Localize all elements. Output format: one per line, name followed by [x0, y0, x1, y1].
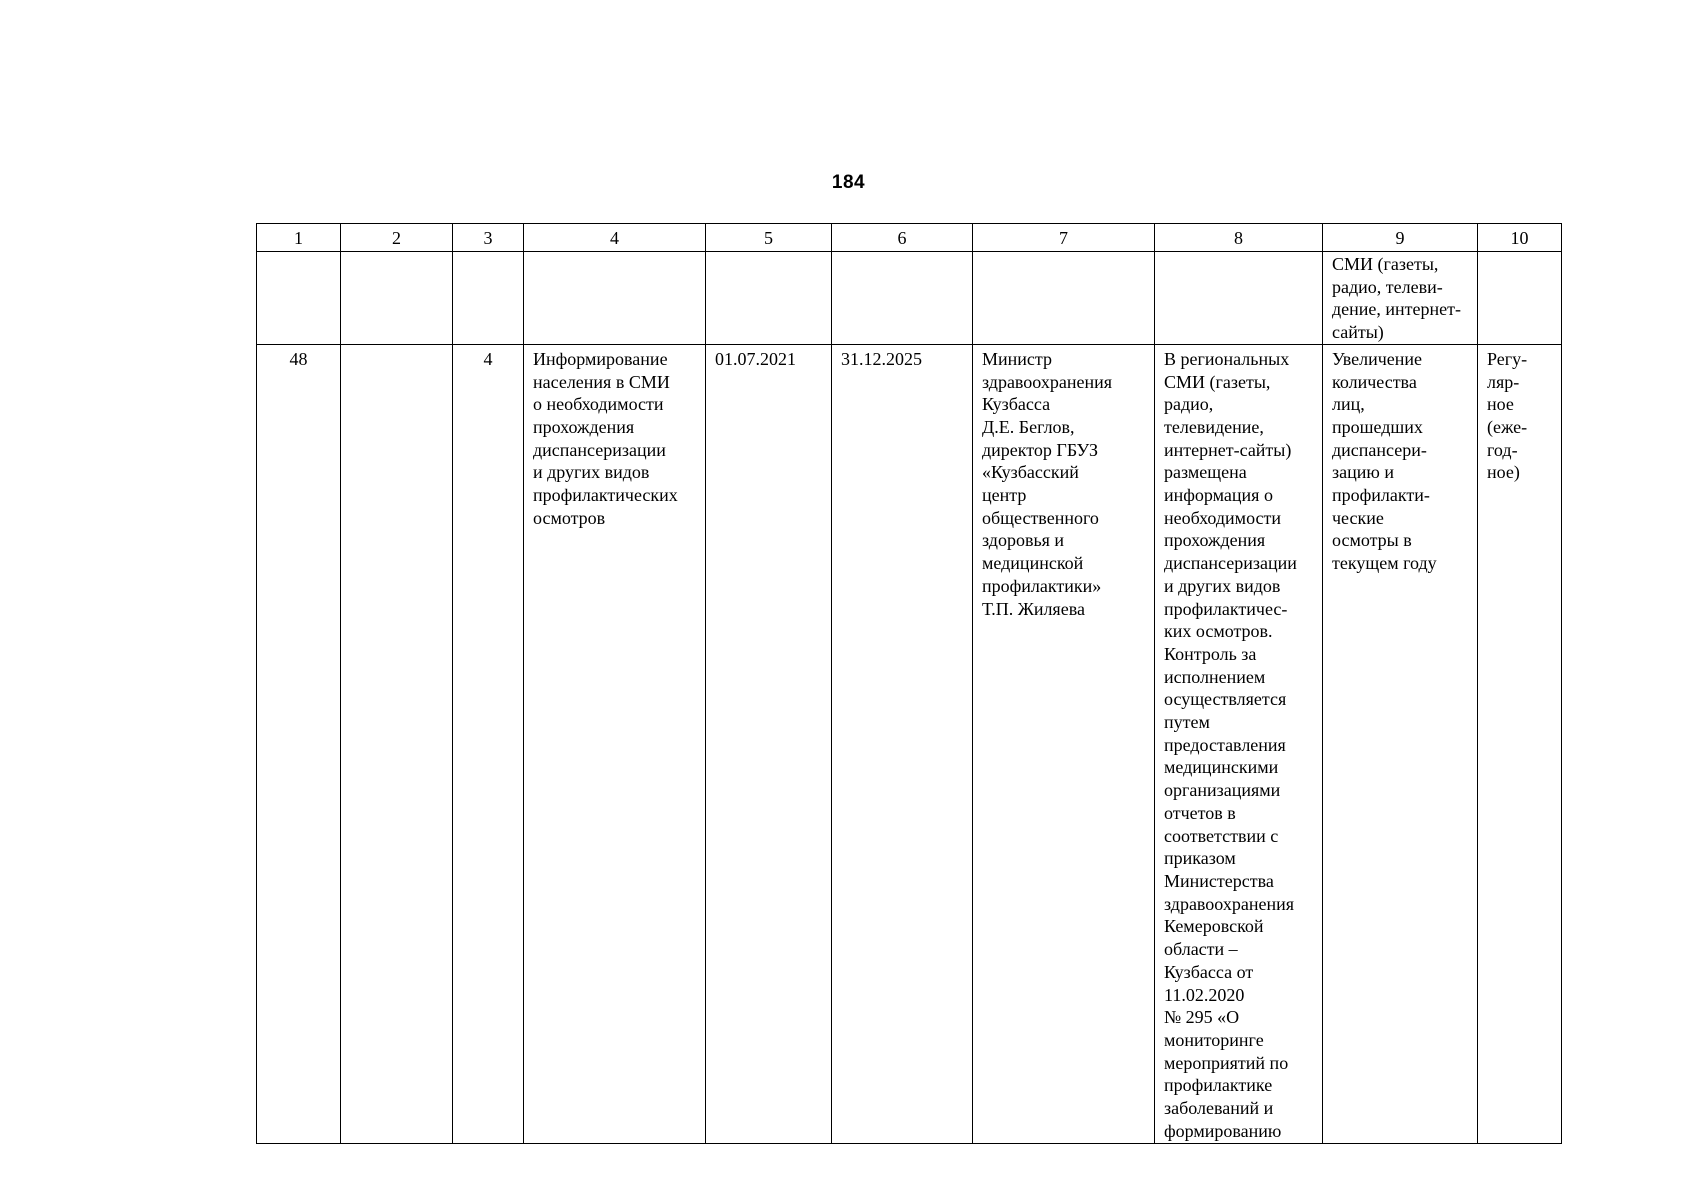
table-cell	[706, 344, 832, 1143]
table-cell	[257, 252, 341, 345]
table-cell	[341, 252, 453, 345]
row-number-cell	[257, 344, 341, 1143]
table-cell	[1155, 344, 1323, 1143]
end-date: 31.12.2025	[841, 348, 922, 369]
table-cell	[1478, 344, 1562, 1143]
column-header-1: 1	[257, 224, 341, 252]
table-cell	[1323, 252, 1478, 345]
column-header-5: 5	[706, 224, 832, 252]
responsible-persons: Министр здравоохранения Кузбасса Д.Е. Беглов, директор ГБУЗ «Кузбасский центр общественного здоровья и медицинской профилактики» Т.П. Жиляева	[982, 348, 1113, 619]
column-2-value	[341, 345, 452, 348]
expected-result: В региональных СМИ (газеты, радио, телевидение, интернет-сайты) размещена информация о необходимости прохождения диспансеризации и других видов профилактичес- ких осмотров. Контроль за исполнением осуществляется путем предоставления медицинскими организациями отчетов в соответствии с приказом Министерства здравоохранения Кемеровской области – Кузбасса от 11.02.2020 № 295 «О мониторинге мероприятий по профилактике заболеваний и формированию	[1164, 348, 1297, 1141]
column-header-4: 4	[524, 224, 706, 252]
row-number: 48	[289, 348, 308, 369]
column-header-9: 9	[1323, 224, 1478, 252]
table-cell	[524, 344, 706, 1143]
table-cell	[1323, 344, 1478, 1143]
indicator-effect: Увеличение количества лиц, прошедших диспансери- зацию и профилакти- ческие осмотры в текущем году	[1332, 348, 1437, 574]
media-channels-text: СМИ (газеты, радио, телеви- дение, интернет- сайты)	[1332, 254, 1462, 343]
column-header-2: 2	[341, 224, 453, 252]
table-cell	[453, 344, 524, 1143]
start-date: 01.07.2021	[715, 348, 796, 369]
table-cell	[1155, 252, 1323, 345]
column-header-8: 8	[1155, 224, 1323, 252]
table-row	[257, 344, 1562, 1143]
column-3-value: 4	[483, 348, 493, 369]
table-cell	[1478, 252, 1562, 345]
table-cell	[341, 344, 453, 1143]
column-header-7: 7	[973, 224, 1155, 252]
table-cell	[973, 344, 1155, 1143]
table-cell	[453, 252, 524, 345]
page-number: 184	[831, 172, 866, 193]
column-header-10: 10	[1478, 224, 1562, 252]
column-header-3: 3	[453, 224, 524, 252]
measure-description: Информирование населения в СМИ о необходимости прохождения диспансеризации и других видов профилактических осмотров	[533, 348, 678, 528]
periodicity: Регу- ляр- ное (еже- год- ное)	[1487, 348, 1528, 483]
column-header-6: 6	[832, 224, 973, 252]
table-cell	[832, 344, 973, 1143]
table-cell	[706, 252, 832, 345]
table-cell	[832, 252, 973, 345]
continuation-row	[257, 252, 1562, 345]
table-cell	[524, 252, 706, 345]
column-number-header-row	[257, 224, 1562, 252]
table-cell	[973, 252, 1155, 345]
measures-table	[256, 223, 1562, 1144]
